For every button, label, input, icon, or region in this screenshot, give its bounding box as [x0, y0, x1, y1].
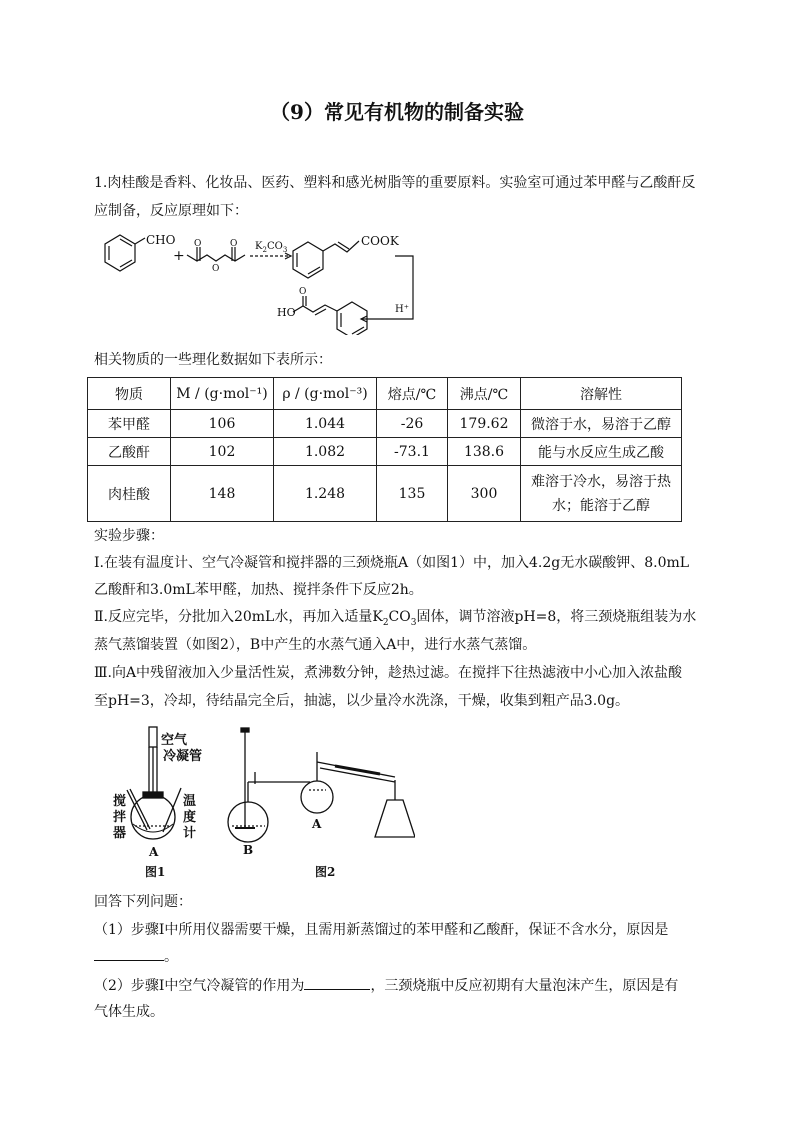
th-substance: 物质: [88, 378, 171, 410]
svg-text:O: O: [194, 239, 202, 249]
table-intro: 相关物质的一些理化数据如下表所示：: [94, 352, 332, 368]
svg-text:A: A: [149, 845, 159, 859]
th-solubility: 溶解性: [521, 378, 682, 410]
catalyst-label: $K_2CO_3$: [255, 241, 288, 254]
th-molar-mass: M / (g·mol⁻¹): [171, 378, 274, 410]
subquestion1-line1: （1）步骤Ⅰ中所用仪器需要干燥，且需用新蒸馏过的苯甲醛和乙酸酐，保证不含水分，原因是: [94, 922, 669, 938]
plus-sign: +: [173, 248, 185, 264]
step1-line1: Ⅰ.在装有温度计、空气冷凝管和搅拌器的三颈烧瓶A（如图1）中，加入4.2g无水碳酸钾、8.0mL: [94, 555, 690, 571]
page-title: （9）常见有机物的制备实验: [270, 100, 524, 124]
th-boiling: 沸点/℃: [448, 378, 521, 410]
th-melting: 熔点/℃: [377, 378, 448, 410]
subquestion2-line2: 气体生成。: [94, 1004, 164, 1020]
steps-title: 实验步骤：: [94, 528, 164, 544]
svg-text:空气: 空气: [161, 733, 188, 748]
svg-text:A: A: [312, 817, 322, 831]
svg-text:搅: 搅: [113, 794, 127, 809]
svg-text:计: 计: [183, 826, 197, 841]
table-row: 苯甲醛 106 1.044 -26 179.62 微溶于水，易溶于乙醇: [88, 410, 682, 438]
step2-line1: Ⅱ.反应完毕，分批加入20mL水，再加入适量$K_2CO_3$固体，调节溶液pH=8，将三颈烧瓶组装为水: [94, 609, 697, 628]
step1-line2: 乙酸酐和3.0mL苯甲醛，加热、搅拌条件下反应2h。: [94, 582, 423, 598]
svg-text:O: O: [299, 287, 307, 297]
svg-text:O: O: [230, 239, 238, 249]
step3-line1: Ⅲ.向A中残留液加入少量活性炭，煮沸数分钟，趁热过滤。在搅拌下往热滤液中小心加入浓盐酸: [94, 665, 683, 681]
svg-text:度: 度: [183, 810, 197, 825]
svg-text:O: O: [212, 264, 220, 274]
cook-label: COOK: [361, 234, 399, 248]
svg-text:图2: 图2: [315, 865, 336, 879]
svg-text:拌: 拌: [113, 810, 127, 825]
svg-text:B: B: [243, 843, 254, 857]
reaction-scheme: [95, 225, 425, 335]
table-row: 乙酸酐 102 1.082 -73.1 138.6 能与水反应生成乙酸: [88, 438, 682, 466]
svg-text:器: 器: [113, 826, 127, 841]
cho-label: CHO: [146, 233, 176, 247]
table-row: 肉桂酸 148 1.248 135 300 难溶于冷水，易溶于热 水；能溶于乙醇: [88, 466, 682, 522]
answer-blank-1[interactable]: [94, 946, 164, 961]
subquestion1-line2: 。: [94, 946, 704, 967]
acetic-anhydride: [187, 255, 245, 261]
svg-text:温: 温: [183, 794, 197, 809]
apparatus-figure: [105, 722, 415, 882]
svg-text:冷凝管: 冷凝管: [163, 749, 203, 764]
table-header-row: [88, 378, 682, 410]
answer-blank-2[interactable]: [304, 975, 370, 990]
answer-intro: 回答下列问题：: [94, 894, 192, 910]
subquestion2-line1: （2）步骤Ⅰ中空气冷凝管的作用为 ，三颈烧瓶中反应初期有大量泡沫产生，原因是有: [94, 975, 704, 996]
h-plus-label: H⁺: [395, 304, 409, 315]
svg-text:图1: 图1: [145, 865, 166, 879]
cinnamic-acid-chain: [293, 305, 337, 312]
figure2-steam-distillation: [228, 728, 415, 842]
question-intro-line1: 1.肉桂酸是香料、化妆品、医药、塑料和感光树脂等的重要原料。实验室可通过苯甲醛与乙酸酐反: [94, 175, 696, 191]
question-intro-line2: 应制备，反应原理如下：: [94, 203, 248, 219]
svg-text:HO: HO: [277, 306, 296, 319]
properties-table: [87, 377, 682, 522]
th-density: ρ / (g·mol⁻³): [274, 378, 377, 410]
step3-line2: 至pH=3，冷却，待结晶完全后，抽滤，以少量冷水洗涤，干燥，收集到粗产品3.0g。: [94, 693, 630, 709]
step2-line2: 蒸气蒸馏装置（如图2），B中产生的水蒸气通入A中，进行水蒸气蒸馏。: [94, 637, 537, 653]
